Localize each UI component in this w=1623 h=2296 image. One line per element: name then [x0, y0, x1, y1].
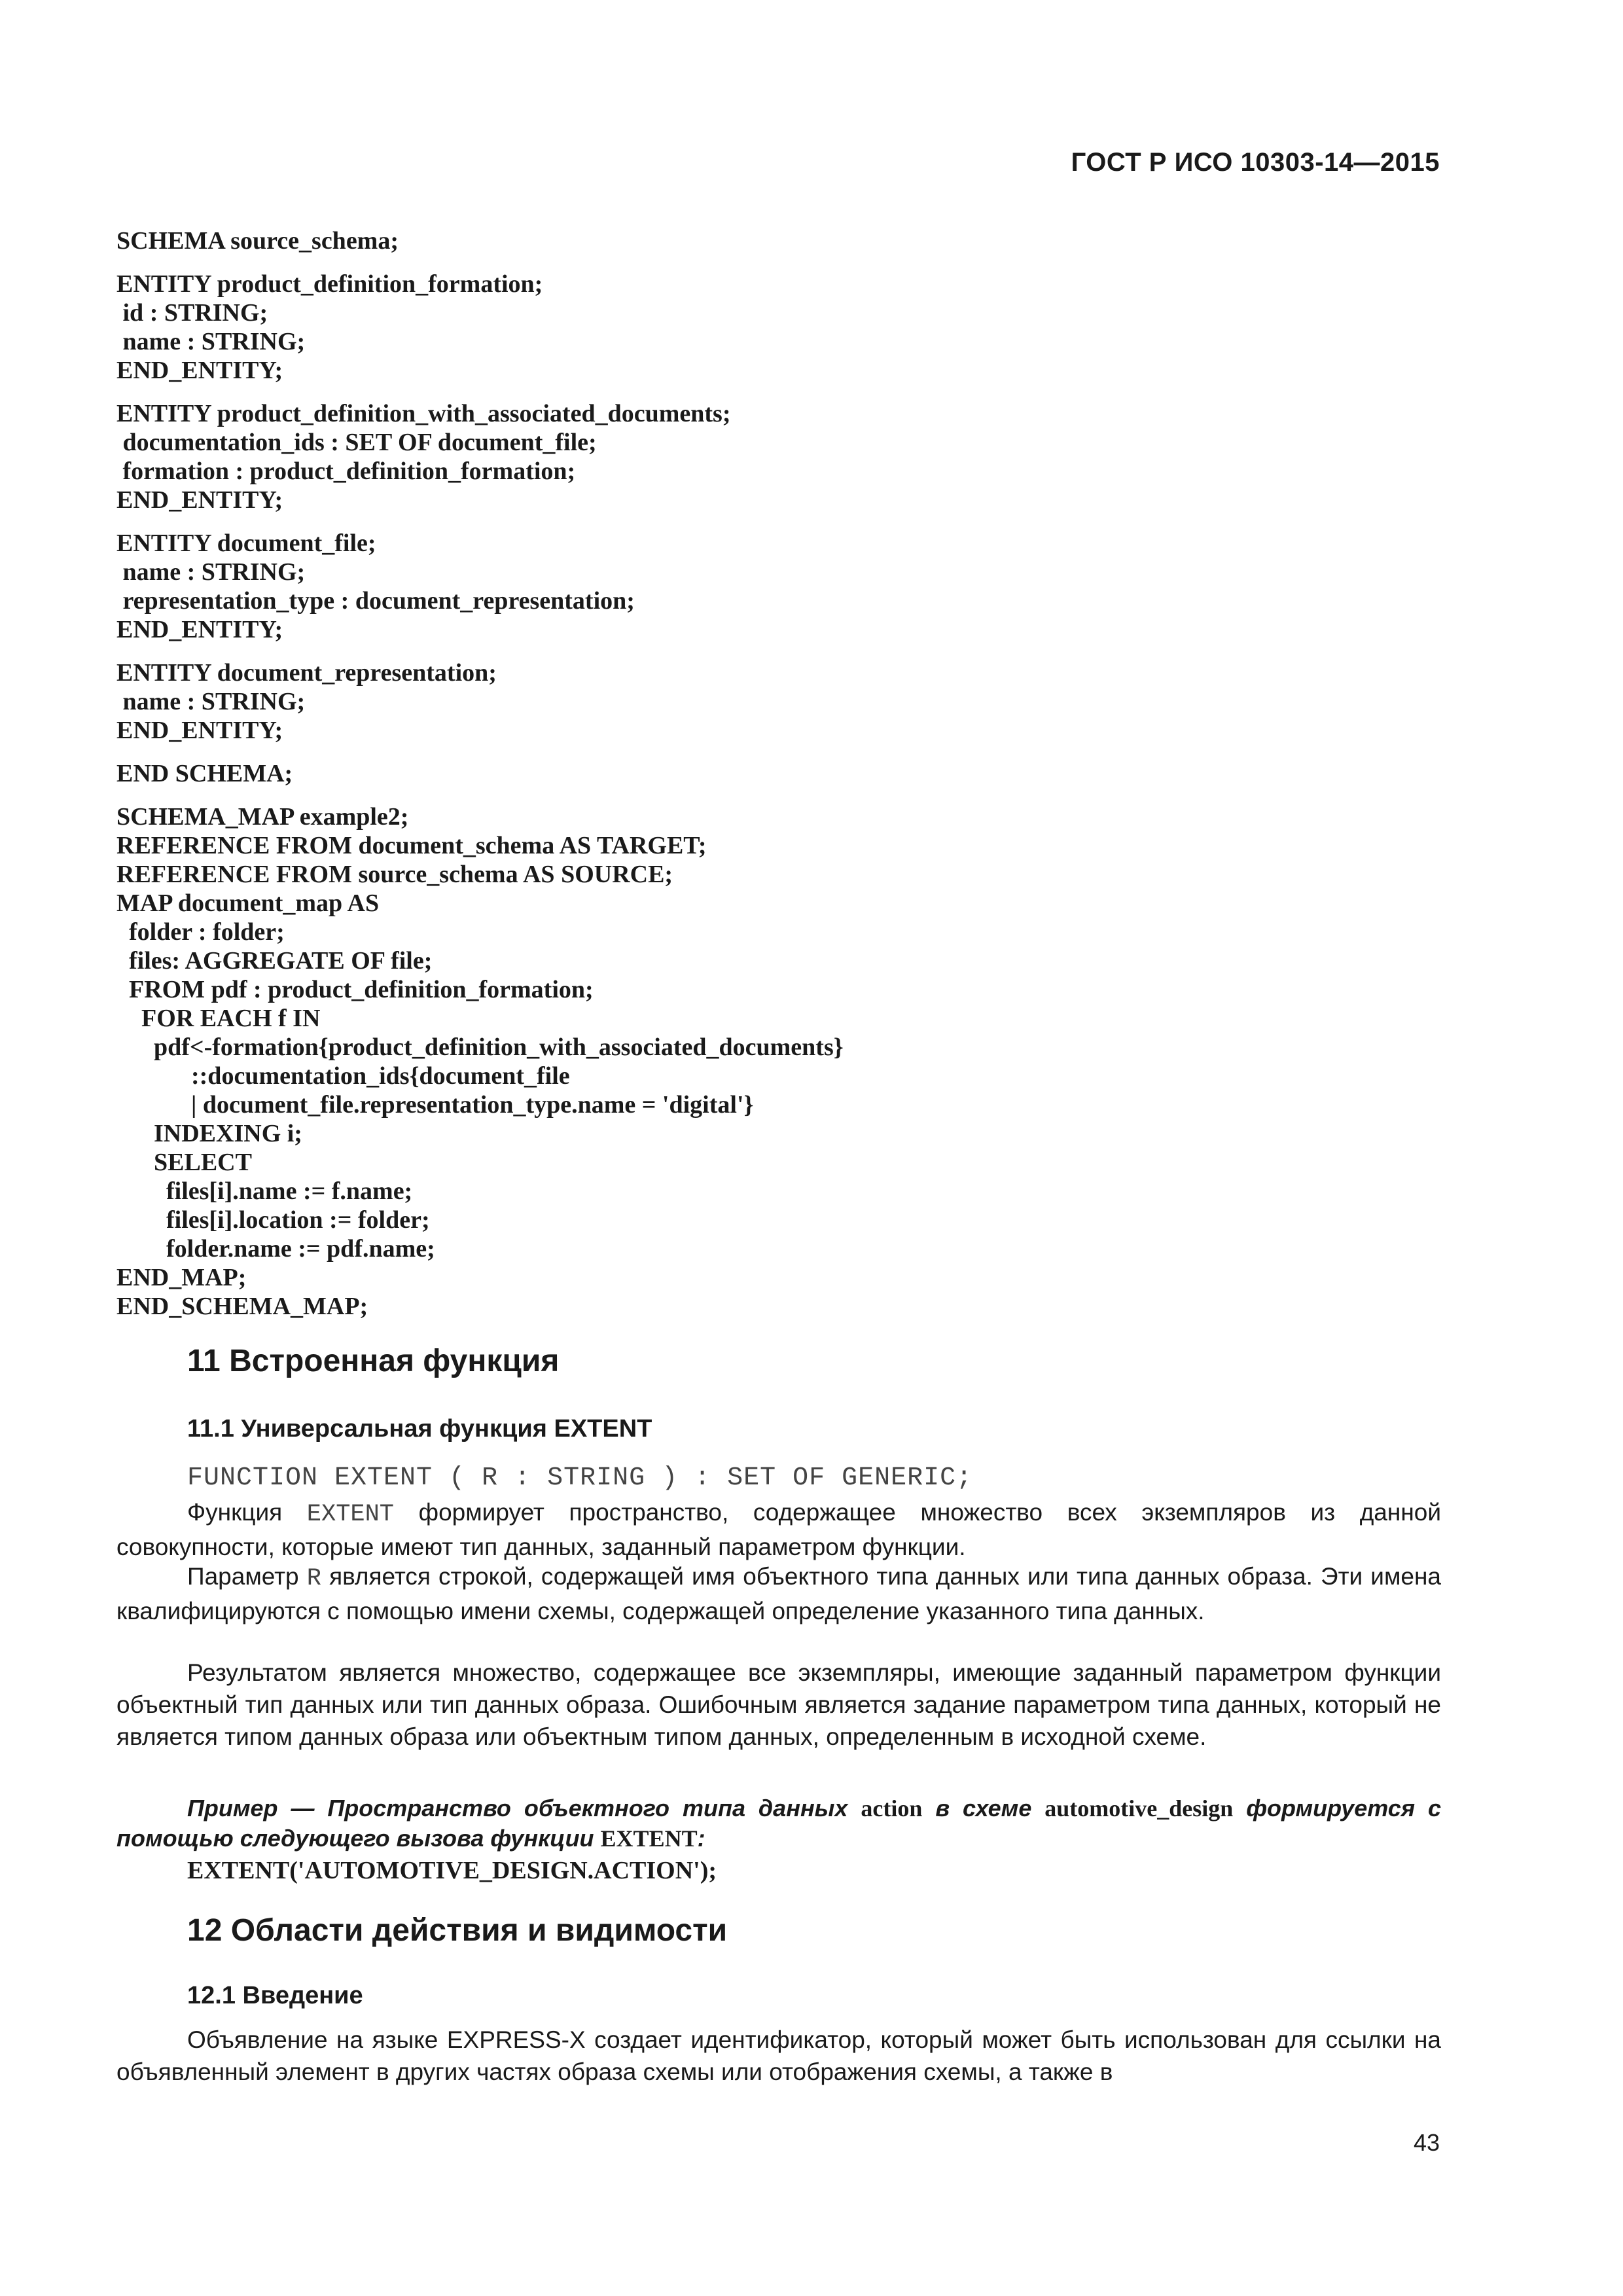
inline-code: action: [861, 1795, 923, 1821]
paragraph-parameter-r: [116, 1560, 1441, 1627]
inline-code: R: [306, 1565, 321, 1592]
code-line: name : STRING;: [116, 688, 306, 715]
code-gap: [116, 745, 1465, 759]
document-header: ГОСТ Р ИСО 10303-14—2015: [1071, 148, 1440, 177]
code-gap: [116, 788, 1465, 802]
code-line: files[i].name := f.name;: [116, 1177, 413, 1205]
code-line: folder.name := pdf.name;: [116, 1235, 435, 1263]
code-line: REFERENCE FROM document_schema AS TARGET;: [116, 832, 707, 859]
paragraph-extent-description: [116, 1496, 1441, 1563]
code-line: FOR EACH f IN: [116, 1005, 321, 1032]
code-line: representation_type : document_representation;: [116, 587, 635, 615]
code-line: ENTITY product_definition_formation;: [116, 270, 543, 298]
code-line: ENTITY document_representation;: [116, 659, 497, 687]
code-line: name : STRING;: [116, 558, 306, 586]
text-run: Результатом является множество, содержащее все экземпляры, имеющие заданный параметром функции объектный тип данных или тип данных образа. Ошибочным является задание параметром типа данных, который не является типом данных образа или объектным типом данных, определенным в исходной схеме.: [116, 1659, 1441, 1750]
inline-code: EXTENT: [306, 1501, 395, 1528]
section-11-title: 11 Встроенная функция: [187, 1344, 560, 1378]
code-line: END_ENTITY;: [116, 717, 283, 744]
section-12-title: 12 Области действия и видимости: [187, 1913, 728, 1948]
code-gap: [116, 644, 1465, 658]
code-line: pdf<-formation{product_definition_with_associated_documents}: [116, 1033, 844, 1061]
text-run: :: [697, 1825, 705, 1852]
text-run: в схеме: [922, 1795, 1045, 1821]
code-line: ENTITY document_file;: [116, 529, 376, 557]
section-11-1-title: 11.1 Универсальная функция EXTENT: [187, 1415, 652, 1443]
text-run: является строкой, содержащей имя объектного типа данных или типа данных образа. Эти имена квалифицируются с помощью имени схемы, содержащей определение указанного типа данных.: [116, 1563, 1441, 1624]
code-line: SCHEMA source_schema;: [116, 227, 399, 255]
express-code-block: [116, 226, 1465, 1321]
code-line: SELECT: [116, 1149, 252, 1176]
code-line: formation : product_definition_formation;: [116, 457, 576, 485]
text-run: Функция: [187, 1499, 307, 1526]
extent-function-signature: FUNCTION EXTENT ( R : STRING ) : SET OF GENERIC;: [187, 1463, 973, 1493]
inline-code: EXTENT: [600, 1825, 698, 1852]
paragraph-introduction: [116, 2024, 1441, 2088]
code-line: MAP document_map AS: [116, 889, 380, 917]
code-line: folder : folder;: [116, 918, 285, 946]
code-line: FROM pdf : product_definition_formation;: [116, 976, 594, 1003]
code-line: name : STRING;: [116, 328, 306, 355]
code-line: files: AGGREGATE OF file;: [116, 947, 433, 975]
code-line: END SCHEMA;: [116, 760, 293, 787]
code-line: | document_file.representation_type.name = 'digital'}: [116, 1091, 754, 1119]
code-line: END_ENTITY;: [116, 486, 283, 514]
text-run: Пример — Пространство объектного типа данных: [187, 1795, 861, 1821]
text-run: Объявление на языке EXPRESS-X создает идентификатор, который может быть использован для ссылки на объявленный элемент в других частях образа схемы или отображения схемы, а также в: [116, 2026, 1441, 2085]
code-line: files[i].location := folder;: [116, 1206, 430, 1234]
code-line: ::documentation_ids{document_file: [116, 1062, 570, 1090]
code-line: documentation_ids : SET OF document_file;: [116, 429, 597, 456]
code-line: ENTITY product_definition_with_associated_documents;: [116, 400, 731, 427]
code-gap: [116, 385, 1465, 399]
inline-code: automotive_design: [1044, 1795, 1234, 1821]
text-run: формируется с помощью следующего вызова функции: [116, 1795, 1441, 1852]
code-gap: [116, 255, 1465, 270]
page-number: 43: [1413, 2129, 1440, 2156]
section-12-1-title: 12.1 Введение: [187, 1982, 363, 2009]
code-line: END_ENTITY;: [116, 616, 283, 643]
example-code-line: EXTENT('AUTOMOTIVE_DESIGN.ACTION');: [187, 1857, 717, 1884]
code-line: id : STRING;: [116, 299, 268, 327]
code-gap: [116, 514, 1465, 529]
code-line: INDEXING i;: [116, 1120, 302, 1147]
paragraph-result: [116, 1657, 1441, 1753]
example-note: [116, 1793, 1441, 1854]
code-line: SCHEMA_MAP example2;: [116, 803, 409, 831]
code-line: END_ENTITY;: [116, 357, 283, 384]
code-line: END_MAP;: [116, 1264, 247, 1291]
code-line: REFERENCE FROM source_schema AS SOURCE;: [116, 861, 673, 888]
code-line: END_SCHEMA_MAP;: [116, 1293, 368, 1320]
text-run: Параметр: [187, 1563, 307, 1590]
text-run: формирует пространство, содержащее множество всех экземпляров из данной совокупности, которые имеют тип данных, заданный параметром функции.: [116, 1499, 1442, 1560]
